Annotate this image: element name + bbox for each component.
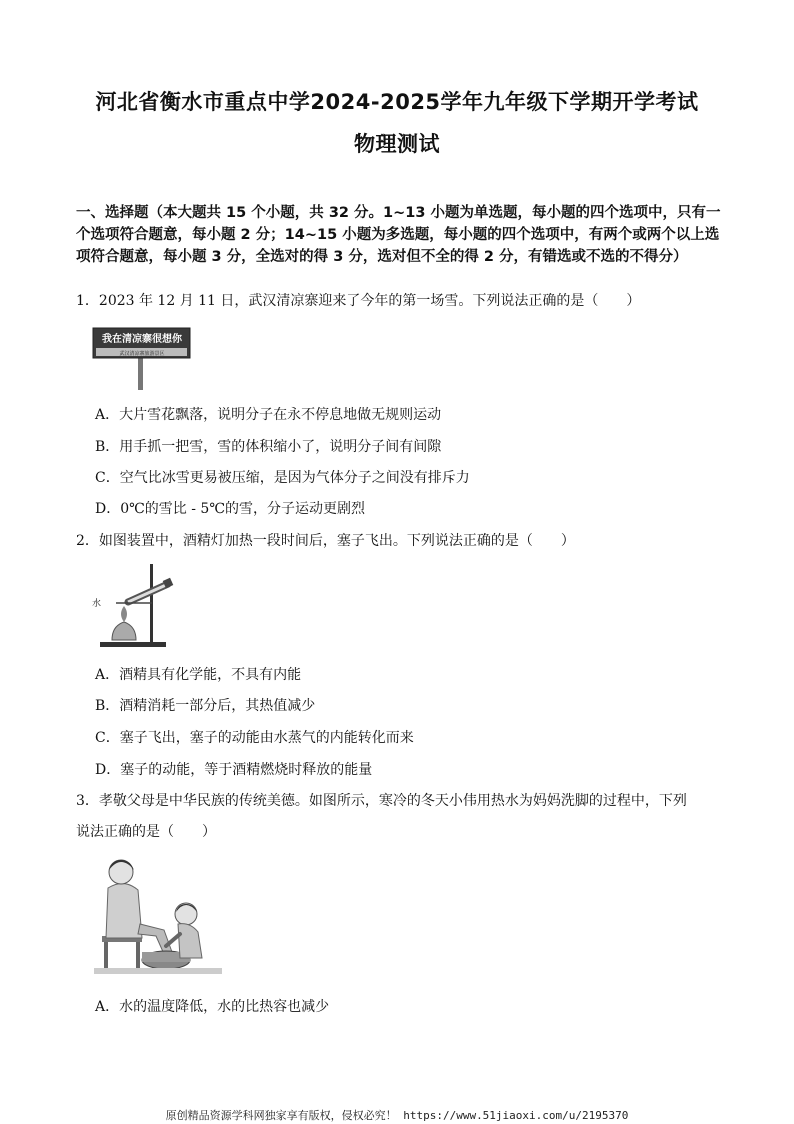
- sign-text: 我在清凉寨很想你: [102, 334, 182, 345]
- label-water: 水: [92, 599, 102, 609]
- footer-url: 原创精品资源学科网独家享有版权，侵权必究！ https://www.51jiaoxi.com/u/2195370: [165, 1109, 629, 1122]
- question-1-figure-signpost: [92, 326, 192, 390]
- page-subtitle: 物理测试: [354, 132, 440, 156]
- question-2-option-a: A．酒精具有化学能，不具有内能: [95, 667, 302, 683]
- question-1-option-b: B．用手抓一把雪，雪的体积缩小了，说明分子间有间隙: [95, 439, 442, 455]
- question-1-stem: 1．2023 年 12 月 11 日，武汉清凉寨迎来了今年的第一场雪。下列说法正确的是（ ）: [76, 293, 641, 309]
- question-2-stem: 2．如图装置中，酒精灯加热一段时间后，塞子飞出。下列说法正确的是（ ）: [76, 533, 575, 549]
- question-1-option-d: D．0℃的雪比 - 5℃的雪，分子运动更剧烈: [95, 501, 365, 517]
- question-3-stem-line-2: 说法正确的是（ ）: [76, 824, 216, 840]
- question-3-option-a: A．水的温度降低，水的比热容也减少: [95, 999, 330, 1015]
- question-1-option-c: C．空气比冰雪更易被压缩，是因为气体分子之间没有排斥力: [95, 470, 470, 486]
- section-heading: 一、选择题（本大题共 15 个小题，共 32 分。1~13 小题为单选题，每小题的四个选项中，只有一个选项符合题意，每小题 2 分；14~15 小题为多选题，每小题的四个选项中，有两个或两个以上选项符合题意，每小题 3 分，全选对的得 3 分，选对但不全的得 2 分，有错选或不选的不得分）: [76, 205, 721, 265]
- question-2-figure-apparatus: [90, 562, 180, 650]
- page-title: 河北省衡水市重点中学2024-2025学年九年级下学期开学考试: [95, 90, 699, 114]
- question-2-option-d: D．塞子的动能，等于酒精燃烧时释放的能量: [95, 762, 373, 778]
- question-2-option-b: B．酒精消耗一部分后，其热值减少: [95, 698, 316, 714]
- sign-subtext: 武汉清凉寨旅游景区: [119, 351, 165, 357]
- question-3-stem-line-1: 3．孝敬父母是中华民族的传统美德。如图所示，寒冷的冬天小伟用热水为妈妈洗脚的过程中，下列: [76, 793, 687, 809]
- question-1-option-a: A．大片雪花飘落，说明分子在永不停息地做无规则运动: [95, 407, 442, 423]
- question-2-option-c: C．塞子飞出，塞子的动能由水蒸气的内能转化而来: [95, 730, 414, 746]
- question-3-figure-foot-washing: [94, 852, 222, 976]
